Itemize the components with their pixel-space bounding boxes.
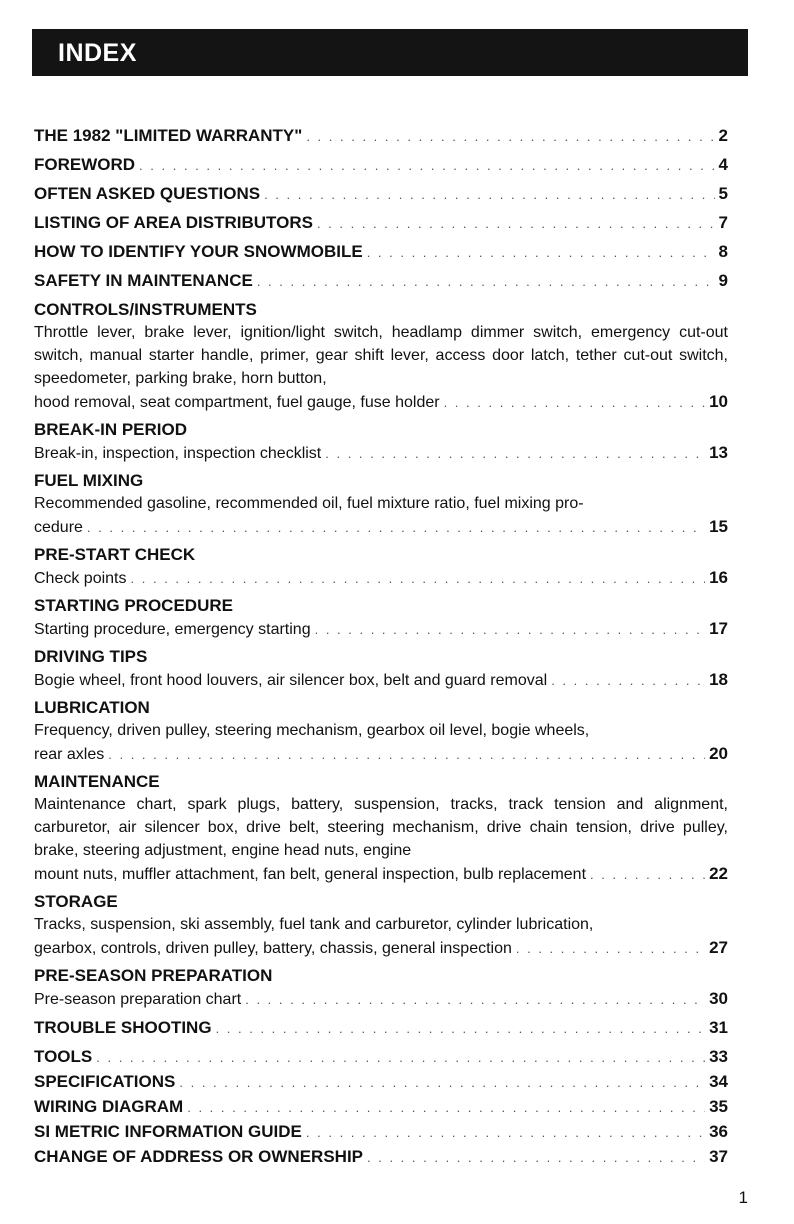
toc-entry-foreword[interactable] [34,153,728,176]
toc-section-controls[interactable] [34,298,728,413]
toc-entry-page: 10 [709,392,728,411]
section-last-line-text: rear axles [34,746,105,763]
section-heading: LUBRICATION [34,698,150,717]
leader-dots [306,1121,705,1143]
toc-entry-label: FOREWORD [34,155,136,174]
section-last-line-text: cedure [34,519,83,536]
leader-dots [108,743,705,765]
section-description: Maintenance chart, spark plugs, battery, suspension, tracks, track tension and alignment, carburetor, air silencer box, drive belt, steering mechanism, drive chain tension, drive pulley, brake, steering adjustment, engine head nuts, engine [34,796,728,859]
section-last-line [34,862,728,885]
leader-dots [367,241,715,263]
section-last-line [34,617,728,640]
leader-dots [590,863,705,885]
toc-entry-page: 36 [709,1122,728,1141]
section-last-line [34,668,728,691]
section-last-line [34,987,728,1010]
toc-section-pre-start-check[interactable] [34,543,728,589]
toc-entry-page: 33 [709,1047,728,1066]
section-last-line-text: Bogie wheel, front hood louvers, air silencer box, belt and guard removal [34,672,548,689]
toc-entry-page: 17 [709,619,728,638]
toc-entry-page: 18 [709,670,728,689]
section-heading: STORAGE [34,892,118,911]
leader-dots [187,1096,705,1118]
toc-section-break-in[interactable] [34,418,728,464]
toc-entry-page: 9 [718,271,728,290]
section-last-line [34,390,728,413]
section-last-line-text: Starting procedure, emergency starting [34,621,311,638]
toc-entry-si-metric-guide[interactable] [34,1120,728,1143]
toc-entry-label: OFTEN ASKED QUESTIONS [34,184,261,203]
section-description: Frequency, driven pulley, steering mechanism, gearbox oil level, bogie wheels, [34,722,590,739]
toc-entry-label: TROUBLE SHOOTING [34,1018,212,1037]
leader-dots [216,1017,706,1039]
toc-entry-page: 8 [718,242,728,261]
leader-dots [96,1046,705,1068]
leader-dots [315,618,705,640]
toc-entry-often-asked-questions[interactable] [34,182,728,205]
section-description: Tracks, suspension, ski assembly, fuel tank and carburetor, cylinder lubrication, [34,916,594,933]
toc-entry-page: 22 [709,864,728,883]
section-heading: DRIVING TIPS [34,647,148,666]
toc-section-pre-season[interactable] [34,964,728,1010]
toc-entry-change-of-address[interactable] [34,1145,728,1168]
toc-entry-label: TOOLS [34,1047,93,1066]
section-last-line-text: Pre-season preparation chart [34,991,242,1008]
section-description: Recommended gasoline, recommended oil, fuel mixture ratio, fuel mixing pro- [34,495,584,512]
section-heading: STARTING PROCEDURE [34,596,233,615]
leader-dots [367,1146,705,1168]
toc-entry-wiring-diagram[interactable] [34,1095,728,1118]
toc-entry-page: 7 [718,213,728,232]
section-last-line [34,441,728,464]
section-heading: BREAK-IN PERIOD [34,420,188,439]
leader-dots [551,669,705,691]
section-heading: PRE-SEASON PREPARATION [34,966,273,985]
toc-entry-page: 35 [709,1097,728,1116]
toc-section-lubrication[interactable] [34,696,728,765]
toc-section-maintenance[interactable] [34,770,728,885]
toc-entry-safety-in-maintenance[interactable] [34,269,728,292]
section-last-line-text: mount nuts, muffler attachment, fan belt, general inspection, bulb replacement [34,866,587,883]
toc-entry-area-distributors[interactable] [34,211,728,234]
toc-entry-page: 27 [709,938,728,957]
leader-dots [317,212,715,234]
section-heading: PRE-START CHECK [34,545,196,564]
section-last-line [34,566,728,589]
index-header-bar [32,29,748,76]
page-number: 1 [738,1188,748,1207]
toc-entry-page: 31 [709,1018,728,1037]
toc-section-driving-tips[interactable] [34,645,728,691]
toc-entry-page: 20 [709,744,728,763]
toc-entry-trouble-shooting[interactable] [34,1016,728,1039]
section-last-line [34,936,728,959]
section-heading: MAINTENANCE [34,772,160,791]
toc-entry-tools[interactable] [34,1045,728,1068]
toc-entry-page: 30 [709,989,728,1008]
toc-section-fuel-mixing[interactable] [34,469,728,538]
section-heading: CONTROLS/INSTRUMENTS [34,300,257,319]
leader-dots [131,567,706,589]
toc-entry-identify-snowmobile[interactable] [34,240,728,263]
section-last-line [34,515,728,538]
leader-dots [325,442,705,464]
toc-entry-label: HOW TO IDENTIFY YOUR SNOWMOBILE [34,242,363,261]
table-of-contents [34,124,728,1174]
section-description: Throttle lever, brake lever, ignition/light switch, headlamp dimmer switch, emergency cut-out switch, manual starter handle, primer, gear shift lever, access door latch, tether cut-out switch, speedometer, parking brake, horn button, [34,324,728,387]
toc-entry-page: 15 [709,517,728,536]
toc-entry-page: 2 [718,126,728,145]
leader-dots [264,183,714,205]
toc-entry-label: WIRING DIAGRAM [34,1097,184,1116]
leader-dots [179,1071,705,1093]
toc-entry-page: 13 [709,443,728,462]
section-last-line-text: hood removal, seat compartment, fuel gauge, fuse holder [34,394,440,411]
toc-section-storage[interactable] [34,890,728,959]
toc-entry-label: SAFETY IN MAINTENANCE [34,271,253,290]
toc-entry-page: 4 [718,155,728,174]
toc-entry-page: 37 [709,1147,728,1166]
toc-section-starting-procedure[interactable] [34,594,728,640]
leader-dots [444,391,706,413]
toc-entry-label: THE 1982 "LIMITED WARRANTY" [34,126,303,145]
leader-dots [245,988,705,1010]
leader-dots [306,125,714,147]
leader-dots [139,154,714,176]
toc-entry-label: CHANGE OF ADDRESS OR OWNERSHIP [34,1147,364,1166]
leader-dots [257,270,715,292]
toc-entry-label: SI METRIC INFORMATION GUIDE [34,1122,302,1141]
page-title: INDEX [58,39,137,67]
toc-entry-page: 16 [709,568,728,587]
section-last-line-text: Check points [34,570,127,587]
toc-entry-label: LISTING OF AREA DISTRIBUTORS [34,213,313,232]
toc-entry-page: 5 [718,184,728,203]
section-last-line [34,742,728,765]
section-heading: FUEL MIXING [34,471,144,490]
section-last-line-text: Break-in, inspection, inspection checklist [34,445,322,462]
leader-dots [87,516,705,538]
leader-dots [516,937,705,959]
section-last-line-text: gearbox, controls, driven pulley, battery, chassis, general inspection [34,940,512,957]
toc-entry-label: SPECIFICATIONS [34,1072,176,1091]
toc-entry-page: 34 [709,1072,728,1091]
toc-entry-warranty[interactable] [34,124,728,147]
toc-entry-specifications[interactable] [34,1070,728,1093]
